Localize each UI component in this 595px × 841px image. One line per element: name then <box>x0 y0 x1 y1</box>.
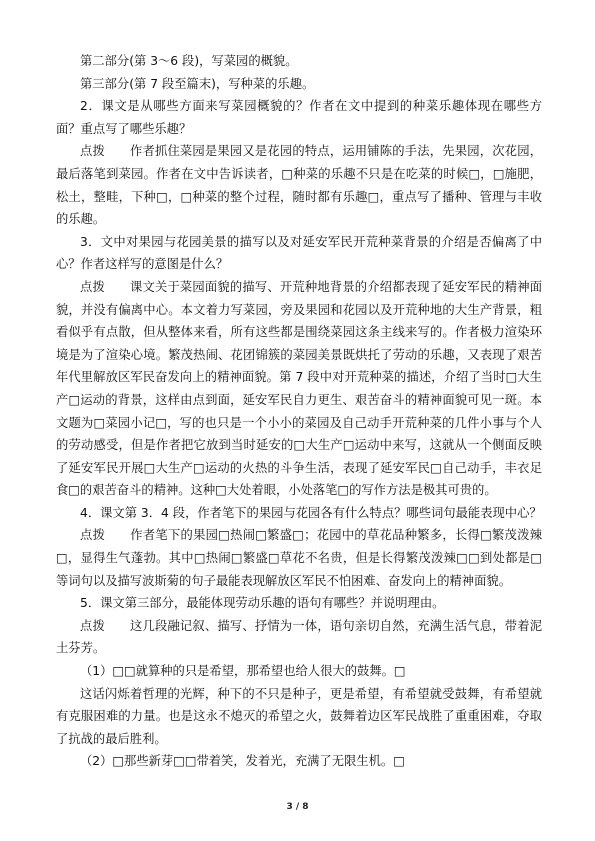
page-number: 3 / 8 <box>286 802 309 812</box>
answer-3: 点拨 课文关于菜园面貌的描写、开荒种地背景的介绍都表现了延安军民的精神面貌，并没有偏离中心。本文着力写菜园，旁及果园和花园以及开荒种地的大生产背景，粗看似乎有点散，但从整体来看，所有这些都是围绕菜园这条主线来写的。作者极力渲染环境是为了渲染心境。繁茂热闹、花团锦簇的菜园美景既烘托了劳动的乐趣，又表现了艰苦年代里解放区军民奋发向上的精神面貌。第 7 段中对开荒种菜的描述，介绍了当时□大生产□运动的背景，这样由点到面，延安军民自力更生、艰苦奋斗的精神面貌可见一斑。本文题为□菜园小记□，写的也只是一个小小的菜园及自己动手开荒种菜的几件小事与个人的劳动感受，但是作者把它放到当时延安的□大生产□运动中来写，这就从一个侧面反映了延安军民开展□大生产□运动的火热的斗争生活，表现了延安军民□自己动手，丰衣足食□的艰苦奋斗的精神。这种□大处着眼，小处落笔□的写作方法是极其可贵的。 <box>56 279 542 498</box>
answer-2: 点拨 作者抓住菜园是果园又是花园的特点，运用铺陈的手法，先果园，次花园，最后落笔到菜园。作者在文中告诉读者，□种菜的乐趣不只是在吃菜的时候□，□施肥，松土，整畦，下种□，□种菜的整个过程，随时都有乐趣□，重点写了播种、管理与丰收的乐趣。 <box>56 144 542 227</box>
paragraph-part-three-summary: 第三部分(第 7 段至篇末)，写种菜的乐趣。 <box>80 76 315 91</box>
quote-1-explanation: 这话闪烁着哲理的光辉，种下的不只是种子，更是希望，有希望就受鼓舞，有希望就有克服困难的力量。也是这永不熄灭的希望之火，鼓舞着边区军民战胜了重重困难，夺取了抗战的最后胜利。 <box>56 686 542 746</box>
question-2: 2．课文是从哪些方面来写菜园概貌的？作者在文中提到的种菜乐趣体现在哪些方面？重点写了哪些乐趣？ <box>56 99 542 136</box>
question-3: 3．文中对果园与花园美景的描写以及对延安军民开荒种菜背景的介绍是否偏离了中心？作者这样写的意图是什么？ <box>56 234 542 272</box>
quote-1: （1）□□就算种的只是希望，那希望也给人很大的鼓舞。□ <box>80 664 406 679</box>
quote-2: （2）□那些新芽□□带着笑，发着光，充满了无限生机。□ <box>80 754 405 769</box>
question-5: 5．课文第三部分，最能体现劳动乐趣的语句有哪些？并说明理由。 <box>80 596 445 611</box>
paragraph-part-two-summary: 第二部分(第 3～6 段)，写菜园的概貌。 <box>80 54 298 68</box>
answer-5: 点拨 这几段融记叙、描写、抒情为一体，语句亲切自然，充满生活气息，带着泥土芬芳。 <box>56 618 542 656</box>
question-4: 4．课文第 3．4 段，作者笔下的果园与花园各有什么特点？哪些词句最能表现中心？ <box>80 505 542 520</box>
answer-4: 点拨 作者笔下的果园□热闹□繁盛□；花园中的草花品种繁多，长得□繁茂泼辣□，显得生气蓬勃。其中□热闹□繁盛□草花不名贵，但是长得繁茂泼辣□□到处都是□等词句以及描写波斯菊的句子最能表现解放区军民不怕困难、奋发向上的精神面貌。 <box>56 528 542 588</box>
document-body <box>56 50 542 773</box>
